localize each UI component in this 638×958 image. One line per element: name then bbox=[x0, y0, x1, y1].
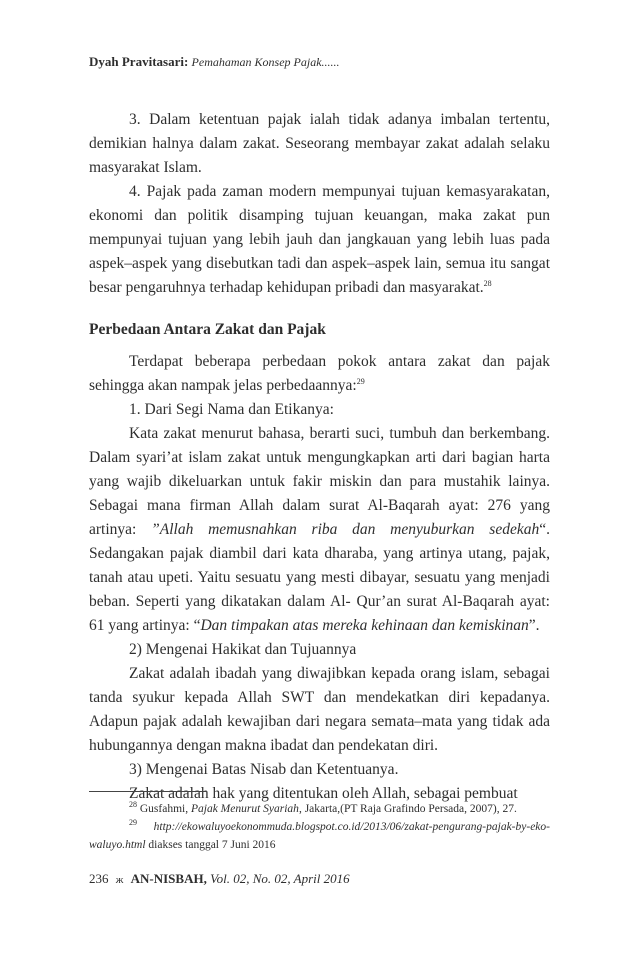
paragraph-section-2: Zakat adalah ibadah yang diwajibkan kepada orang islam, sebagai tanda syukur kepada Allah SWT dan mendekatkan diri kepadanya. Adapun pajak adalah kewajiban dari negara semata–mata yang tidak ada hubungannya dengan makna ibadat dan pendekatan diri. bbox=[89, 665, 550, 754]
footnote-divider bbox=[89, 791, 207, 792]
quote-al-baqarah-61: Dan timpakan atas mereka kehinaan dan kemiskinan bbox=[200, 617, 529, 634]
paragraph-point-4: 4. Pajak pada zaman modern mempunyai tujuan kemasyarakatan, ekonomi dan politik disamping tujuan keuangan, maka zakat pun mempunyai tujuan yang lebih jauh dan jangkauan yang lebih luas pada aspek–aspek yang disebutkan tadi dan aspek–aspek lain, semua itu sangat besar pengaruhnya terhadap kehidupan pribadi dan masyarakat.$^{28}$ bbox=[89, 183, 550, 296]
paragraph-section-1: Kata zakat menurut bahasa, berarti suci, tumbuh dan berkembang. Dalam syari’at islam zakat untuk mengungkapkan arti dari bagian harta yang wajib dikeluarkan untuk fakir miskin dan para mustahik lainya. Sebagai mana firman Allah dalam surat Al-Baqarah ayat: 276 yang artinya: ”Allah memusnahkan riba dan menyuburkan sedekah“. Sedangakan pajak diambil dari kata dharaba, yang artinya utang, pajak, tanah atau upeti. Yaitu sesuatu yang mesti dibayar, sesuatu yang menjadi beban. Seperti yang dikatakan dalam Al- Qur’an surat Al-Baqarah ayat: 61 yang artinya: “Dan timpakan atas mereka kehinaan dan kemiskinan”. bbox=[89, 425, 550, 634]
footnotes bbox=[89, 800, 550, 854]
footnote-ref-29[interactable]: 29 bbox=[356, 376, 365, 386]
header-author: Dyah Pravitasari: bbox=[89, 54, 189, 69]
footnote-28: $^{28}$ Gusfahmi, Pajak Menurut Syariah, Jakarta,(PT Raja Grafindo Persada, 2007), 27. bbox=[129, 800, 517, 815]
footnote-29: $^{29}$ http://ekowaluyoekonommuda.blogspot.co.id/2013/06/zakat-pengurang-pajak-by-eko-waluyo.html diakses tanggal 7 Juni 2016 bbox=[89, 818, 550, 851]
journal-volume: Vol. 02, No. 02, April 2016 bbox=[210, 871, 350, 886]
page-number: 236 bbox=[89, 871, 109, 886]
paragraph-intro: Terdapat beberapa perbedaan pokok antara zakat dan pajak sehingga akan nampak jelas perbedaannya:$^{29}$ bbox=[89, 353, 550, 394]
body-text bbox=[89, 108, 550, 806]
paragraph-point-3: 3. Dalam ketentuan pajak ialah tidak adanya imbalan tertentu, demikian halnya dalam zakat. Seseorang membayar zakat adalah selaku masyarakat Islam. bbox=[89, 111, 550, 176]
section-heading: Perbedaan Antara Zakat dan Pajak bbox=[89, 321, 326, 338]
running-header bbox=[89, 54, 340, 70]
subheading-2: 2) Mengenai Hakikat dan Tujuannya bbox=[129, 641, 357, 658]
ornament-icon: ж bbox=[115, 874, 124, 886]
running-footer bbox=[89, 871, 350, 887]
journal-name: AN-NISBAH, bbox=[130, 871, 207, 886]
header-title: Pemahaman Konsep Pajak...... bbox=[191, 55, 340, 69]
subheading-3: 3) Mengenai Batas Nisab dan Ketentuanya. bbox=[129, 761, 399, 778]
footnote-ref-28[interactable]: 28 bbox=[483, 278, 492, 288]
footnote-link[interactable]: http://ekowaluyoekonommuda.blogspot.co.id/2013/06/zakat-pengurang-pajak-by-eko-waluyo.html bbox=[89, 821, 550, 851]
paragraph-section-3: Zakat adalah hak yang ditentukan oleh Allah, sebagai pembuat bbox=[129, 785, 518, 802]
subheading-1: 1. Dari Segi Nama dan Etikanya: bbox=[129, 401, 334, 418]
quote-al-baqarah-276: ”Allah memusnahkan riba dan menyuburkan sedekah bbox=[151, 521, 540, 538]
